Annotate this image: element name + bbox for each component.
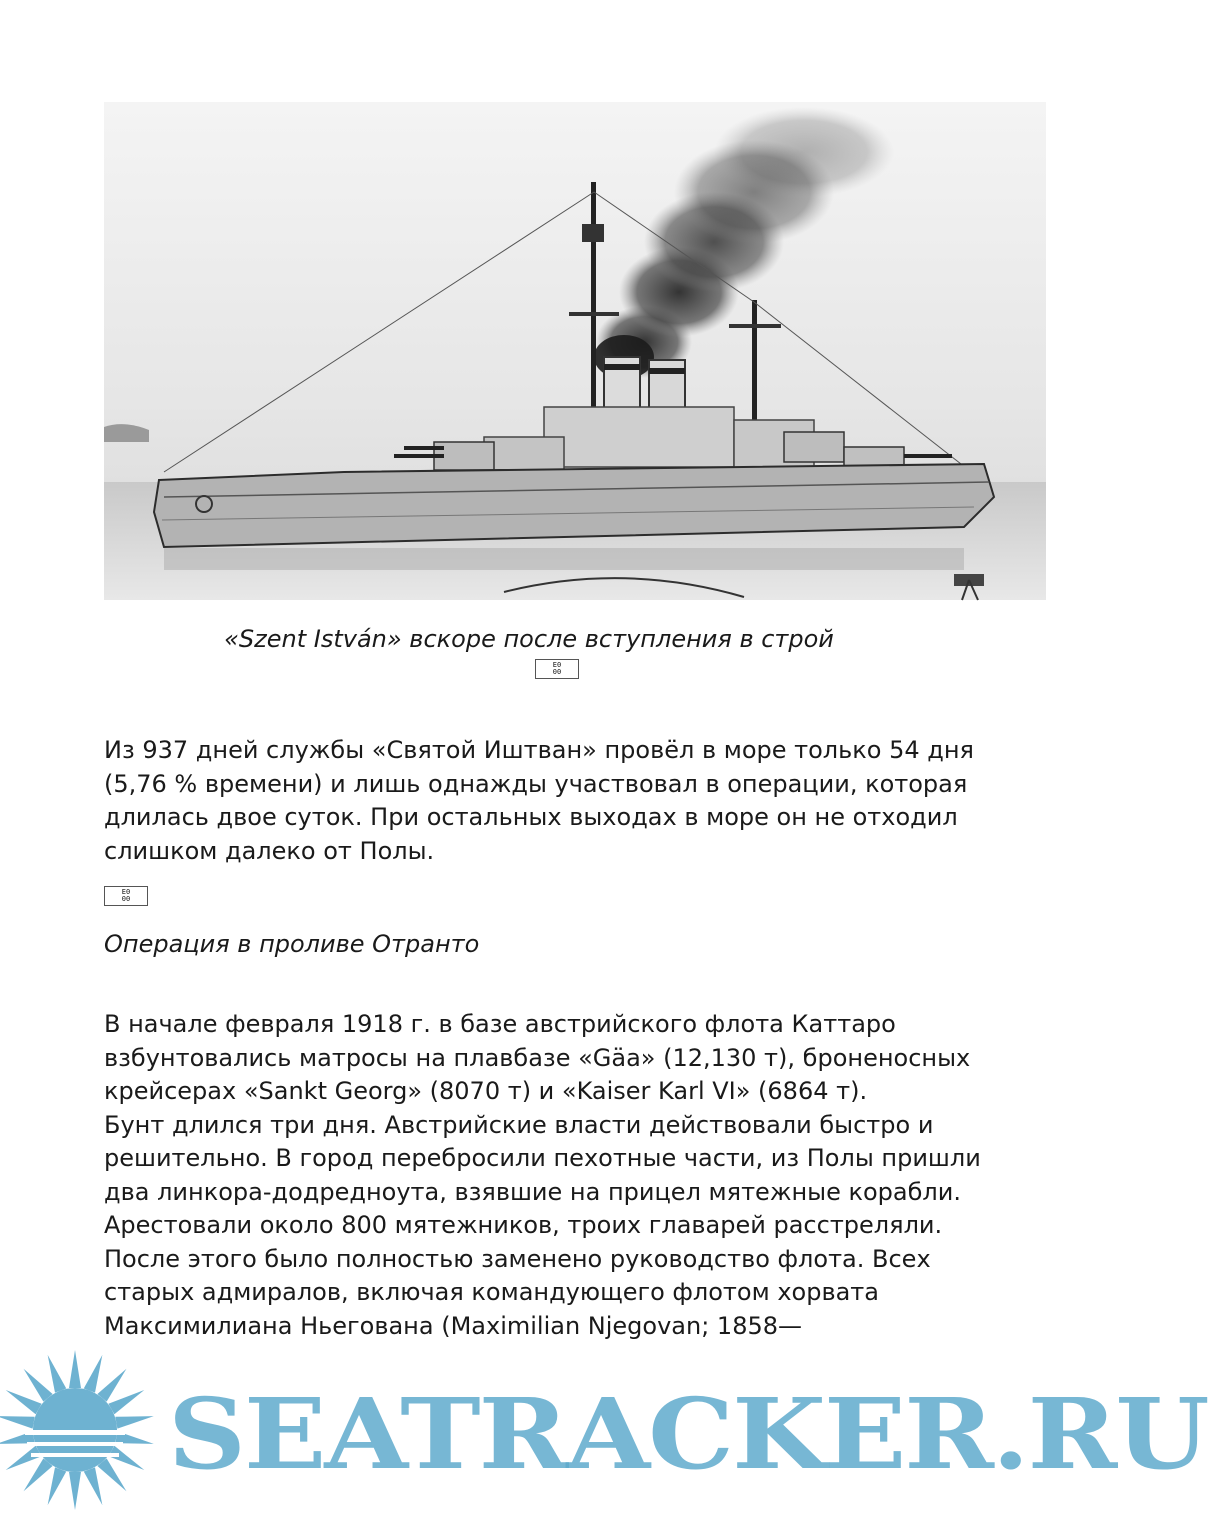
paragraph-mutiny: [104, 1008, 984, 1343]
glyph-box-line: 00: [552, 668, 562, 676]
watermark-text: SEATRACKER.RU: [168, 1377, 1208, 1492]
missing-glyph-box: [535, 659, 579, 679]
missing-glyph-box: [104, 886, 148, 906]
paragraph-line: Бунт длился три дня. Австрийские власти действовали быстро и решительно. В город перебросили пехотные части, из Полы пришли два линкора-додредноута, взявшие на прицел мятежные корабли. Арестовали около 800 мятежников, троих главарей расстреляли.: [104, 1110, 981, 1239]
glyph-box-line: E0: [552, 661, 562, 669]
glyph-box-line: E0: [121, 888, 131, 896]
paragraph-line: В начале февраля 1918 г. в базе австрийского флота Каттаро взбунтовались матросы на плавбазе «Gäa» (12,130 т), броненосных крейсерах «Sankt Georg» (8070 т) и «Kaiser Karl VI» (6864 т).: [104, 1010, 971, 1105]
section-heading: Операция в проливе Отранто: [104, 930, 480, 958]
paragraph-service-summary: Из 937 дней службы «Святой Иштван» провёл в море только 54 дня (5,76 % времени) и лишь однажды участвовал в операции, которая длилась двое суток. При остальных выходах в море он не отходил слишком далеко от Полы.: [104, 736, 974, 865]
glyph-box-line: 00: [121, 895, 131, 903]
paragraph-line: После этого было полностью заменено руководство флота. Всех старых адмиралов, включая командующего флотом хорвата Максимилиана Ньегована (Maximilian Njegovan; 1858—: [104, 1244, 931, 1340]
figure-caption: «Szent István» вскоре после вступления в строй: [224, 625, 834, 653]
battleship-photo: [104, 102, 1046, 600]
